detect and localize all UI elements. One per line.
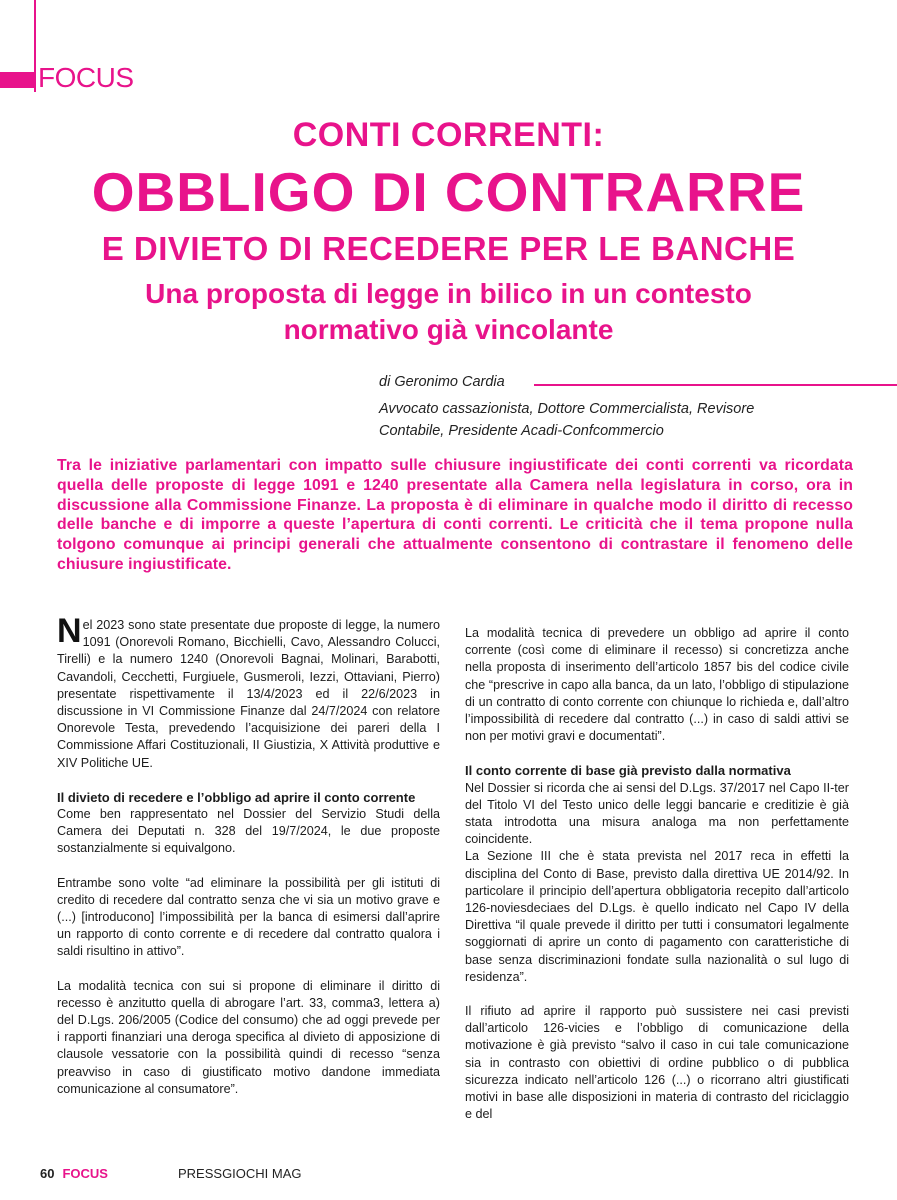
header-vertical-rule [34,0,36,92]
paragraph: Il rifiuto ad aprire il rapporto può sussistere nei casi previsti dall’articolo 126-vicies e l’obbligo di comunicazione della motivazione è già previsto “salvo il caso in cui tale comunicazione sia in contrasto con obiettivi di ordine pubblico o di pubblica sicurezza indicato nell’articolo 126 (...) o ricorrano altri giustificati motivi in base alle disposizioni in materia di contrasto del riciclaggio e del [465,1004,849,1122]
page-footer [40,1166,302,1181]
section-heading: Il divieto di recedere e l’obbligo ad aprire il conto corrente [57,789,416,805]
paragraph: La modalità tecnica con sui si propone di eliminare il diritto di recesso è anzitutto quella di abrogare l’art. 33, comma3, lettera a) del D.Lgs. 206/2005 (Codice del consumo) che ad oggi prevede per i rapporti finanziari una deroga specifica al divieto di apposizione di clausole vessatorie con la possibilità quindi di recesso “senza preavviso in caso di giustificato motivo dandone immediata comunicazione al consumatore”. [57,978,440,1096]
author-name: di Geronimo Cardia [379,374,505,390]
drop-cap: N [57,612,82,650]
title-line-3: E DIVIETO DI RECEDERE PER LE BANCHE [101,230,796,267]
magazine-name: PRESSGIOCHI MAG [178,1166,302,1181]
subtitle-line-2: normativo già vincolante [283,314,614,345]
lead-paragraph: Tra le iniziative parlamentari con impatto sulle chiusure ingiustificate dei conti correnti va ricordata quella delle proposte di legge 1091 e 1240 presentate alla Camera nella legislatura in corso, ora in discussione alla Commissione Finanze. La proposta è di eliminare in qualche modo il diritto di recesso delle banche e di imporre a queste l’apertura di conti correnti. Le criticità che il tema propone nulla tolgono comunque ai principi generali che attualmente consentono di contrastare il fenomeno delle chiusure ingiustificate. [57,457,853,573]
paragraph-text: el 2023 sono state presentate due proposte di legge, la numero 1091 (Onorevoli Romano, Bicchielli, Cavo, Alessandro Colucci, Tirelli) e la numero 1240 (Onorevoli Bagnai, Molinari, Barabotti, Cavandoli, Cecchetti, Furgiuele, Gusmeroli, Iezzi, Ottaviani, Pierro) presentate rispettivamente il 13/4/2023 ed il 22/6/2023 in discussione in VI Commissione Finanze dal 24/7/2024 con relatore Onorevole Testa, prevedendo l’acquisizione dei pareri della I Commissione Affari Costituzionali, II Giustizia, X Attività produttive e XIV Politiche UE. [57,618,440,770]
right-column [465,625,849,1123]
title-line-1: CONTI CORRENTI: [292,116,605,154]
section-accent-bar [0,72,34,88]
section-heading: Il conto corrente di base già previsto dalla normativa [465,763,791,779]
left-column [57,612,440,1098]
subtitle-line-1: Una proposta di legge in bilico in un contesto [145,278,752,309]
paragraph: Come ben rappresentato nel Dossier del Servizio Studi della Camera dei Deputati n. 328 del 19/7/2024, le due proposte sostanzialmente si equivalgono. [57,807,440,856]
paragraph: La modalità tecnica di prevedere un obbligo ad aprire il conto corrente (così come di eliminare il recesso) si concretizza anche nella proposta di inserimento dell’articolo 1857 bis del codice civile che “prescrive in capo alla banca, da un lato, l’obbligo di stipulazione di un contratto di conto corrente con chiunque lo richieda e, dall’altro l’impossibilità di recedere dal contratto (...) in caso di saldi attivi se non per motivi gravi e documentati”. [465,626,849,744]
paragraph: La Sezione III che è stata prevista nel 2017 reca in effetti la disciplina del Conto di Base, previsto dalla direttiva UE 2014/92. In particolare il principio dell’apertura obbligatoria recepito dall’articolo 126-noviesdeciaes del D.Lgs. è quello indicato nel Capo IV della Direttiva “il quale prevede il diritto per tutti i consumatori legalmente soggiornati di aprire un conto di pagamento con caratteristiche di base senza discriminazioni fondate sulla nazionalità o sul lugo di residenza”. [465,849,849,984]
subtitle [0,276,897,348]
paragraph [57,612,440,772]
section-label: FOCUS [38,62,134,93]
page-number: 60 [40,1166,55,1181]
author-role: Avvocato cassazionista, Dottore Commercialista, Revisore Contabile, Presidente Acadi-Confcommercio [379,401,755,439]
author-rule [534,384,897,386]
footer-section: FOCUS [62,1166,108,1181]
paragraph: Nel Dossier si ricorda che ai sensi del D.Lgs. 37/2017 nel Capo II-ter del Titolo VI del Testo unico delle leggi bancarie e creditizie è già stata introdotta una misura analoga ma non perfettamente coincidente. [465,780,849,847]
title-line-2: OBBLIGO DI CONTRARRE [91,161,806,223]
paragraph: Entrambe sono volte “ad eliminare la possibilità per gli istituti di credito di recedere dal contratto senza che vi sia un motivo grave e (...) [introducono] l’impossibilità per la banca di esimersi dall’aprire un rapporto di conto corrente e di recedere dal contratto qualora i saldi risultino in attivo”. [57,875,440,959]
